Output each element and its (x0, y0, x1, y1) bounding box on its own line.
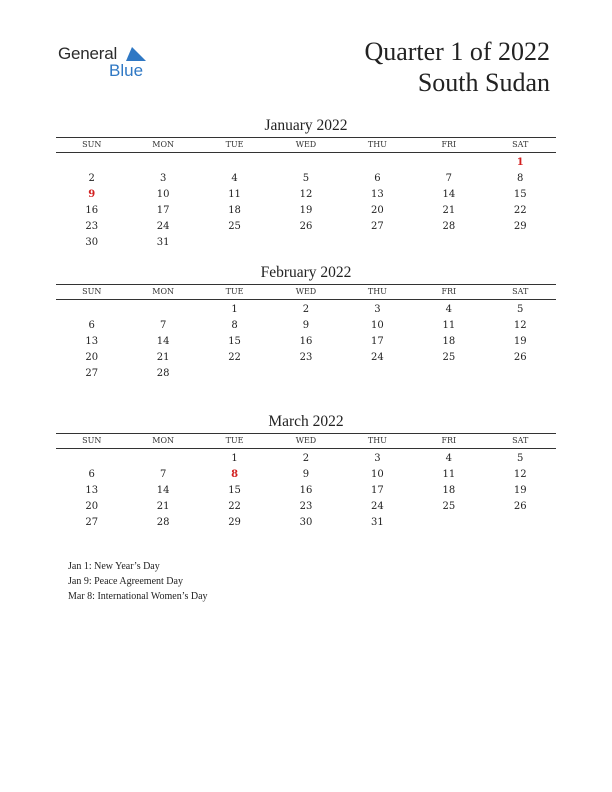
week-row (56, 203, 556, 219)
day-cell: 10 (371, 320, 384, 331)
day-cell: 8 (231, 320, 238, 331)
month-grid (56, 302, 556, 382)
holiday-notes (68, 559, 208, 604)
weekday-label: TUE (225, 287, 244, 296)
month-title: March 2022 (268, 413, 344, 430)
empty-day-cell (413, 515, 484, 531)
weekday-label: MON (152, 436, 174, 445)
week-row (56, 187, 556, 203)
day-cell: 11 (442, 469, 456, 480)
week-row (56, 235, 556, 251)
day-cell: 24 (371, 352, 384, 363)
day-cell: 20 (85, 352, 99, 363)
weekday-label: SAT (512, 436, 529, 445)
weekday-label: MON (152, 287, 174, 296)
week-row (56, 515, 556, 531)
weekday-header (56, 284, 556, 300)
day-cell: 7 (159, 320, 167, 331)
empty-day-cell (127, 155, 198, 171)
day-cell: 19 (513, 336, 527, 347)
week-row (56, 483, 556, 499)
day-cell: 22 (228, 501, 241, 512)
day-cell: 12 (513, 320, 527, 331)
weekday-label: FRI (441, 140, 457, 149)
empty-day-cell (199, 155, 270, 171)
page-title (364, 36, 550, 98)
weekday-label: FRI (441, 436, 457, 445)
weekday-label: SAT (512, 287, 529, 296)
weekday-label: SUN (82, 287, 102, 296)
logo-text-general: General (58, 44, 118, 63)
weekday-label: SUN (82, 436, 102, 445)
day-cell: 18 (442, 485, 456, 496)
day-cell: 24 (156, 221, 170, 232)
month-grid (56, 155, 556, 251)
day-cell: 6 (374, 173, 381, 184)
holiday-day-cell: 1 (516, 157, 524, 168)
weekday-label: WED (295, 140, 317, 149)
day-cell: 21 (442, 205, 456, 216)
day-cell: 25 (442, 501, 456, 512)
day-cell: 23 (299, 352, 313, 363)
day-cell: 2 (302, 304, 310, 315)
day-cell: 11 (442, 320, 456, 331)
day-cell: 9 (302, 469, 310, 480)
day-cell: 20 (371, 205, 384, 216)
empty-day-cell (270, 235, 341, 251)
day-cell: 15 (228, 485, 241, 496)
month-february (56, 263, 556, 382)
day-cell: 18 (442, 336, 456, 347)
weekday-label: THU (367, 140, 387, 149)
weekday-label: THU (367, 436, 387, 445)
week-row (56, 350, 556, 366)
day-cell: 1 (231, 304, 238, 315)
day-cell: 8 (517, 173, 524, 184)
month-title: February 2022 (260, 264, 352, 281)
week-row (56, 451, 556, 467)
week-row (56, 318, 556, 334)
day-cell: 14 (156, 485, 170, 496)
logo-triangle-icon (126, 47, 146, 61)
weekday-label: SUN (82, 140, 102, 149)
weekday-label: MON (152, 140, 174, 149)
day-cell: 2 (302, 453, 310, 464)
empty-day-cell (270, 366, 341, 382)
empty-day-cell (485, 366, 556, 382)
day-cell: 1 (231, 453, 238, 464)
day-cell: 16 (299, 336, 313, 347)
empty-day-cell (485, 515, 556, 531)
month-title: January 2022 (264, 117, 348, 134)
title-quarter: Quarter 1 of 2022 (364, 37, 550, 66)
holiday-note: Jan 9: Peace Agreement Day (68, 576, 183, 587)
day-cell: 29 (228, 517, 241, 528)
day-cell: 27 (85, 368, 99, 379)
empty-day-cell (342, 366, 413, 382)
day-cell: 14 (156, 336, 170, 347)
day-cell: 3 (374, 453, 381, 464)
holiday-note: Jan 1: New Year’s Day (68, 561, 160, 572)
day-cell: 15 (228, 336, 241, 347)
week-row (56, 302, 556, 318)
day-cell: 13 (85, 336, 99, 347)
day-cell: 25 (442, 352, 456, 363)
day-cell: 2 (88, 173, 95, 184)
empty-day-cell (485, 235, 556, 251)
weekday-label: THU (367, 287, 387, 296)
day-cell: 12 (513, 469, 527, 480)
holiday-note: Mar 8: International Women’s Day (68, 591, 208, 602)
day-cell: 31 (156, 237, 170, 248)
week-row (56, 467, 556, 483)
weekday-label: TUE (225, 140, 244, 149)
day-cell: 26 (513, 352, 527, 363)
weekday-header (56, 137, 556, 153)
day-cell: 25 (228, 221, 241, 232)
day-cell: 28 (156, 368, 170, 379)
title-country: South Sudan (417, 68, 550, 97)
day-cell: 5 (302, 173, 310, 184)
month-january (56, 116, 556, 251)
month-march (56, 412, 556, 531)
day-cell: 21 (156, 501, 170, 512)
weekday-header (56, 433, 556, 449)
weekday-label: WED (295, 287, 317, 296)
day-cell: 27 (371, 221, 384, 232)
week-row (56, 334, 556, 350)
day-cell: 24 (371, 501, 384, 512)
day-cell: 7 (159, 469, 167, 480)
day-cell: 21 (156, 352, 170, 363)
empty-day-cell (270, 155, 341, 171)
day-cell: 23 (85, 221, 99, 232)
empty-day-cell (56, 451, 127, 467)
holiday-day-cell: 9 (88, 189, 96, 200)
day-cell: 18 (228, 205, 241, 216)
day-cell: 13 (85, 485, 99, 496)
day-cell: 22 (228, 352, 241, 363)
day-cell: 17 (371, 485, 384, 496)
empty-day-cell (413, 155, 484, 171)
day-cell: 16 (299, 485, 313, 496)
day-cell: 10 (156, 189, 170, 200)
empty-day-cell (56, 155, 127, 171)
holiday-day-cell: 8 (231, 469, 239, 480)
logo-text-blue: Blue (109, 61, 144, 80)
day-cell: 17 (156, 205, 170, 216)
empty-day-cell (413, 235, 484, 251)
week-row (56, 155, 556, 171)
day-cell: 11 (228, 189, 241, 200)
month-grid (56, 451, 556, 531)
empty-day-cell (413, 366, 484, 382)
day-cell: 30 (85, 237, 99, 248)
empty-day-cell (199, 366, 270, 382)
day-cell: 22 (513, 205, 527, 216)
weekday-label: TUE (225, 436, 244, 445)
day-cell: 6 (88, 469, 95, 480)
day-cell: 27 (85, 517, 99, 528)
day-cell: 7 (445, 173, 452, 184)
day-cell: 26 (299, 221, 313, 232)
day-cell: 4 (231, 173, 238, 184)
week-row (56, 219, 556, 235)
empty-day-cell (199, 235, 270, 251)
empty-day-cell (342, 235, 413, 251)
day-cell: 20 (85, 501, 99, 512)
weekday-label: WED (295, 436, 317, 445)
general-blue-logo (58, 44, 158, 84)
week-row (56, 171, 556, 187)
day-cell: 28 (156, 517, 170, 528)
day-cell: 15 (513, 189, 527, 200)
day-cell: 10 (371, 469, 384, 480)
week-row (56, 366, 556, 382)
day-cell: 19 (299, 205, 313, 216)
day-cell: 28 (442, 221, 456, 232)
day-cell: 29 (513, 221, 527, 232)
day-cell: 4 (445, 453, 452, 464)
empty-day-cell (127, 451, 198, 467)
day-cell: 12 (299, 189, 313, 200)
day-cell: 3 (159, 173, 167, 184)
day-cell: 16 (85, 205, 99, 216)
empty-day-cell (127, 302, 198, 318)
day-cell: 9 (302, 320, 310, 331)
day-cell: 19 (513, 485, 527, 496)
empty-day-cell (56, 302, 127, 318)
day-cell: 3 (374, 304, 381, 315)
day-cell: 26 (513, 501, 527, 512)
weekday-label: FRI (441, 287, 457, 296)
week-row (56, 499, 556, 515)
day-cell: 30 (299, 517, 313, 528)
day-cell: 13 (371, 189, 384, 200)
weekday-label: SAT (512, 140, 529, 149)
day-cell: 23 (299, 501, 313, 512)
day-cell: 17 (371, 336, 384, 347)
empty-day-cell (342, 155, 413, 171)
day-cell: 14 (442, 189, 456, 200)
day-cell: 31 (371, 517, 384, 528)
day-cell: 5 (517, 453, 524, 464)
day-cell: 6 (88, 320, 95, 331)
day-cell: 5 (517, 304, 524, 315)
day-cell: 4 (445, 304, 452, 315)
